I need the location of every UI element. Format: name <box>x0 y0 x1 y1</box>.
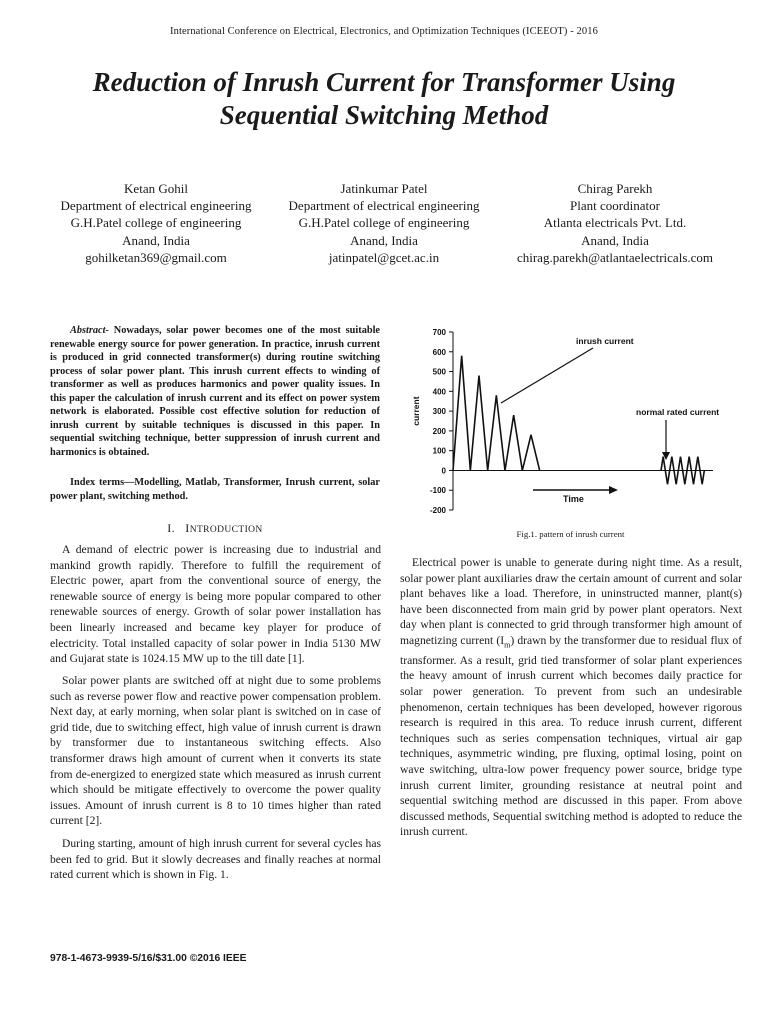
y-tick-label: 300 <box>432 407 446 417</box>
y-axis-label: current <box>411 396 421 426</box>
footer-copyright: 978-1-4673-9939-5/16/$31.00 ©2016 IEEE <box>50 953 247 964</box>
y-tick-label: 600 <box>432 347 446 357</box>
figure-1 <box>398 324 743 524</box>
author-name: Ketan Gohil <box>124 181 188 196</box>
paragraph-4-part-b: ) drawn by the transformer due to residual flux of transformer. As a result, grid tied transformer of solar plant experiences the heavy amount of inrush current which becomes daily practice for solar power generation. To prevent from such an undesirable phenomenon, certain techniques has been developed, however rigorous research is required in this area. To reduce inrush current, different techniques such as series compensation techniques, virtual air gap techniques, asymmetric winding, pre fluxing, optimal losing, point on wave switching, ultra-low power frequency power source, bridge type inrush current limiter, grounding resistance at neutral point and sequential switching method are discussed in this paper. From above discussed methods, Sequential switching method is adopted to reduce the inrush current. <box>400 633 742 839</box>
section-first-letter: I <box>185 521 190 535</box>
author-affiliation-1: Department of electrical engineering <box>288 198 480 214</box>
section-heading-introduction <box>50 521 380 536</box>
author-affiliation-2: G.H.Patel college of engineering <box>70 215 242 231</box>
author-name: Chirag Parekh <box>577 181 653 196</box>
paragraph-1: A demand of electric power is increasing due to industrial and mankind growth rapidly. Therefore to fulfill the requirement of Electric power, apart from the conventional source of energy, the renewable source of energy is being more popular compared to other renewable sources of energy. Growth of solar power installation has been linearly increased and became key player for produce of electricity. Total installed capacity of solar power in India 5130 MW and Gujarat state is 1024.15 MW up to the till date [1]. <box>50 543 381 666</box>
y-tick-label: 200 <box>432 426 446 436</box>
author-name: Jatinkumar Patel <box>340 181 428 196</box>
author-email: jatinpatel@gcet.ac.in <box>328 249 440 265</box>
conference-header: International Conference on Electrical, Electronics, and Optimization Techniques (ICEEOT) - 2016 <box>170 26 598 37</box>
inrush-current-chart <box>398 324 743 524</box>
author-affiliation-1: Plant coordinator <box>570 198 660 214</box>
section-title-rest: NTRODUCTION <box>189 525 263 535</box>
author-affiliation-1: Department of electrical engineering <box>60 198 252 214</box>
abstract-label: Abstract- <box>70 325 109 336</box>
paragraph-3: During starting, amount of high inrush current for several cycles has been fed to grid. But it slowly decreases and finally reaches at normal rated current which is shown in Fig. 1. <box>50 837 381 882</box>
author-affiliation-2: G.H.Patel college of engineering <box>298 215 470 231</box>
abstract <box>50 324 380 459</box>
section-numeral: I. <box>167 521 176 535</box>
y-tick-label: 100 <box>432 446 446 456</box>
author-email: gohilketan369@gmail.com <box>85 249 227 265</box>
author-location: Anand, India <box>350 232 418 248</box>
y-tick-label: -200 <box>429 506 446 515</box>
author-location: Anand, India <box>581 232 649 248</box>
author-block-2 <box>259 180 509 266</box>
author-block-3 <box>490 180 740 266</box>
inrush-current-series <box>453 356 540 471</box>
y-tick-label: 500 <box>432 367 446 377</box>
index-terms: Index terms—Modelling, Matlab, Transformer, Inrush current, solar power plant, switching method. <box>50 477 380 502</box>
annotation-arrow <box>501 348 593 403</box>
y-tick-label: 400 <box>432 387 446 397</box>
author-email: chirag.parekh@atlantaelectricals.com <box>516 249 714 265</box>
paragraph-2: Solar power plants are switched off at night due to some problems such as reverse power flow and reactive power compensation problem. Next day, at early morning, when solar plant is switched on in case of grid tide, due to switching effect, high value of inrush current is drawn by transformer due to instantaneous switching effects. Also transformer draws high amount of current when it converts its state from de-energized to energized state which measured as inrush current which should be mitigate effectively to overcome the power quality issues. Amount of inrush current is 8 to 10 times higher than rated current [2]. <box>50 674 381 828</box>
inrush-current-annotation: inrush current <box>576 336 634 346</box>
abstract-text: Nowadays, solar power becomes one of the most suitable renewable energy source for power generation. In practice, inrush current is produced in grid connected transformer(s) during routine switching process of solar power plant. This inrush current effects to winding of transformer as well as produces harmonics and power quality issues. In this paper the calculation of inrush current and its effect on power system network is elaborated. Possible cost effective solution for reduction of inrush current by suitable techniques is discussed in this paper. In sequential switching technique, better suppression of inrush current and harmonics is obtained. <box>50 325 380 458</box>
figure-caption: Fig.1. pattern of inrush current <box>516 529 625 539</box>
y-tick-label: 700 <box>432 328 446 337</box>
y-tick-label: 0 <box>441 466 446 476</box>
subscript-m: m <box>504 640 511 650</box>
paragraph-4 <box>400 555 742 840</box>
x-axis-label: Time <box>563 494 584 504</box>
arrow-head <box>609 486 618 494</box>
paragraph-4-part-a: Electrical power is unable to generate during night time. As a result, solar power plant auxiliaries draw the certain amount of current and solar plant behaves like a load. Therefore, in uninstructed manner, plant(s) have been disconnected from main grid by power plant operators. Next day when plant is connected to grid through transformer high amount of magnetizing current (I <box>400 556 742 647</box>
author-block-1 <box>31 180 281 266</box>
title-line-2: Sequential Switching Method <box>219 100 549 130</box>
normal-rated-current-annotation: normal rated current <box>636 407 720 417</box>
author-affiliation-2: Atlanta electricals Pvt. Ltd. <box>543 215 687 231</box>
author-location: Anand, India <box>122 232 190 248</box>
y-tick-label: -100 <box>429 486 446 496</box>
title-line-1: Reduction of Inrush Current for Transformer Using <box>92 67 676 97</box>
paper-title <box>30 66 738 132</box>
